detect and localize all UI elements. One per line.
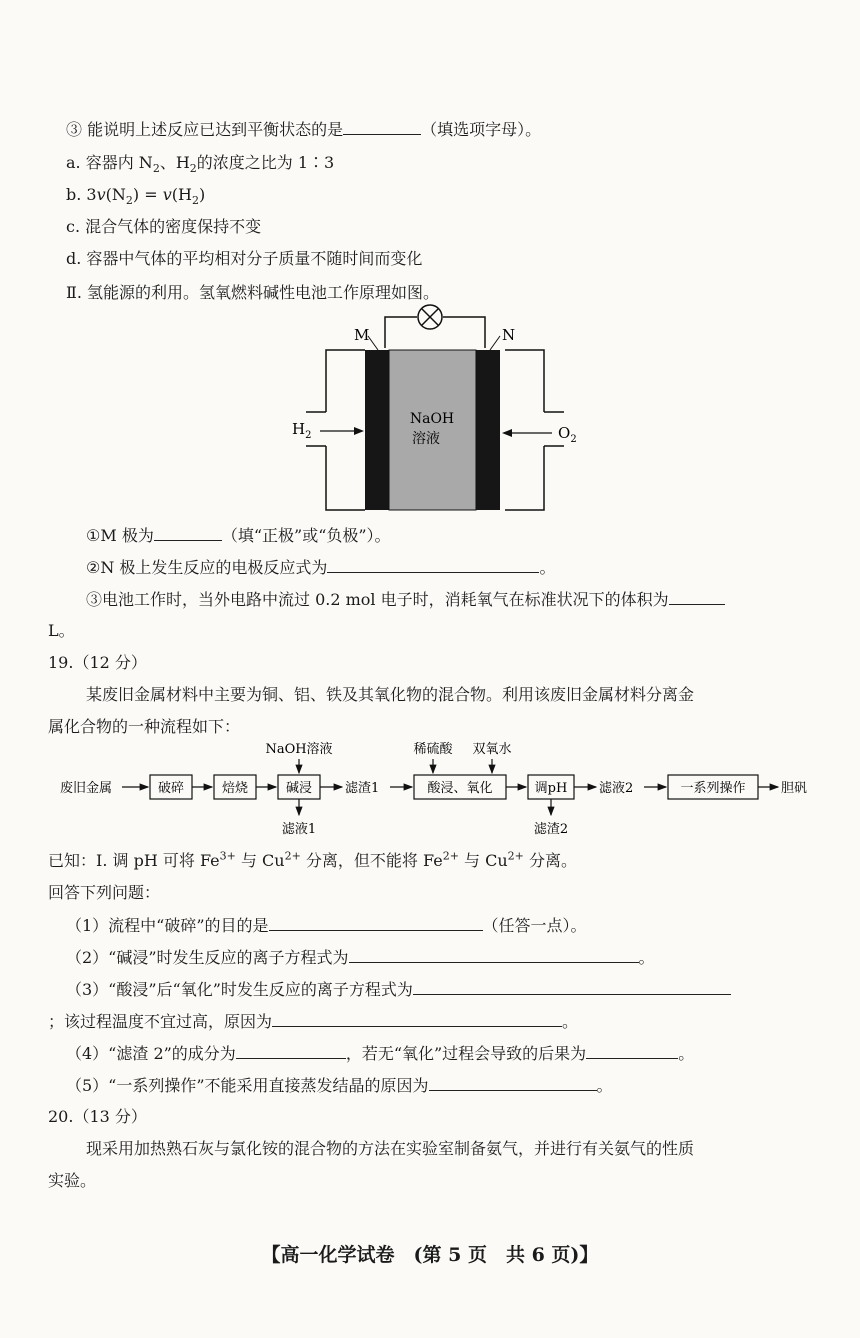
- circuit-wire-right: [443, 317, 485, 348]
- h2-label: $H_2$: [292, 420, 312, 441]
- q19-part3-cont: ；该过程温度不宜过高，原因为 。: [48, 1012, 579, 1031]
- answer-blank[interactable]: [154, 524, 222, 541]
- q19-part5: （5）“一系列操作”不能采用直接蒸发结晶的原因为 。: [66, 1076, 613, 1095]
- q18-part2: Ⅱ. 氢能源的利用。氢氧燃料碱性电池工作原理如图。: [66, 283, 440, 302]
- flow-filtrate-1: 滤液1: [281, 822, 317, 837]
- q18-sub3-unit: L。: [48, 621, 75, 640]
- fuel-cell-diagram: [280, 300, 600, 515]
- answer-blank[interactable]: [586, 1042, 678, 1059]
- q18-option-a: a. 容器内 $N_2$、$H_2$的浓度之比为 1∶3: [66, 153, 335, 176]
- flow-end-product: 胆矾: [781, 781, 808, 796]
- q20-intro-1: 现采用加热熟石灰与氯化铵的混合物的方法在实验室制备氨气，并进行有关氨气的性质: [86, 1139, 695, 1158]
- answer-blank[interactable]: [349, 946, 639, 963]
- q18-sub3: ③电池工作时，当外电路中流过 0.2 mol 电子时，消耗氧气在标准状况下的体积为: [86, 588, 725, 611]
- svg-text:调pH: 调pH: [534, 781, 568, 796]
- q19-part2: （2）“碱浸”时发生反应的离子方程式为 。: [66, 948, 655, 967]
- svg-text:一系列操作: 一系列操作: [680, 781, 746, 796]
- answer-blank[interactable]: [272, 1010, 562, 1027]
- q18-option-d: d. 容器中气体的平均相对分子质量不随时间而变化: [66, 249, 423, 268]
- svg-text:碱浸: 碱浸: [285, 781, 313, 796]
- electrolyte-label-2: 溶液: [412, 431, 440, 447]
- answer-blank[interactable]: [236, 1042, 346, 1059]
- answer-blank[interactable]: [327, 556, 539, 573]
- circuit-wire-left: [385, 317, 417, 348]
- q19-part1: （1）流程中“破碎”的目的是 （任答一点）。: [66, 916, 587, 935]
- flow-reagent-h2o2: 双氧水: [472, 742, 512, 757]
- electrode-m: [365, 350, 389, 510]
- answer-blank[interactable]: [269, 914, 483, 931]
- flow-reagent-naoh: NaOH溶液: [265, 742, 333, 757]
- q19-intro-2: 属化合物的一种流程如下：: [48, 717, 241, 736]
- flow-residue-1: 滤渣1: [345, 781, 380, 796]
- answer-blank[interactable]: [669, 588, 725, 605]
- o2-label: $O_2$: [558, 424, 577, 445]
- answer-blank[interactable]: [343, 118, 421, 135]
- svg-text:酸浸、氧化: 酸浸、氧化: [427, 781, 493, 796]
- flow-reagent-h2so4: 稀硫酸: [413, 742, 453, 757]
- svg-text:焙烧: 焙烧: [221, 781, 249, 796]
- q18-item3: ③ 能说明上述反应已达到平衡状态的是 （填选项字母）。: [66, 120, 542, 139]
- q19-header: 19.（12 分）: [48, 653, 147, 672]
- flow-filtrate-2: 滤液2: [599, 781, 634, 796]
- flow-start: 废旧金属: [60, 781, 113, 796]
- electrolyte-label-1: NaOH: [409, 411, 455, 427]
- process-flowchart: [50, 735, 820, 845]
- q19-intro-1: 某废旧金属材料中主要为铜、铝、铁及其氧化物的混合物。利用该废旧金属材料分离金: [86, 685, 695, 704]
- page-footer: 【高一化学试卷 (第 5 页 共 6 页)】: [261, 1244, 599, 1266]
- electrode-n: [476, 350, 500, 510]
- q20-header: 20.（13 分）: [48, 1107, 147, 1126]
- svg-text:破碎: 破碎: [157, 781, 185, 796]
- q19-part4: （4）“滤渣 2”的成分为 ，若无“氧化”过程会导致的后果为 。: [66, 1044, 695, 1063]
- answer-blank[interactable]: [429, 1074, 597, 1091]
- q19-known: 已知：Ⅰ. 调 pH 可将 $Fe^{3+}$ 与 $Cu^{2+}$ 分离，但不能将 $Fe^{2+}$ 与 $Cu^{2+}$ 分离。: [48, 849, 577, 870]
- q19-part3: （3）“酸浸”后“氧化”时发生反应的离子方程式为: [66, 978, 731, 1001]
- q18-sub1: ①M 极为 （填“正极”或“负极”）。: [86, 526, 391, 545]
- q18-sub2: ②N 极上发生反应的电极反应式为 。: [86, 558, 556, 577]
- q20-intro-2: 实验。: [48, 1171, 97, 1190]
- q18-option-c: c. 混合气体的密度保持不变: [66, 217, 262, 236]
- answer-blank[interactable]: [413, 978, 731, 995]
- q19-answer-prompt: 回答下列问题：: [48, 883, 161, 902]
- q18-option-b: b. $3v(N_2) = v(H_2)$: [66, 185, 206, 208]
- lamp-icon: [418, 305, 442, 329]
- electrolyte: [389, 350, 476, 510]
- flow-residue-2: 滤渣2: [533, 822, 569, 837]
- electrode-m-label: M: [354, 326, 370, 344]
- electrode-n-label: N: [502, 326, 516, 344]
